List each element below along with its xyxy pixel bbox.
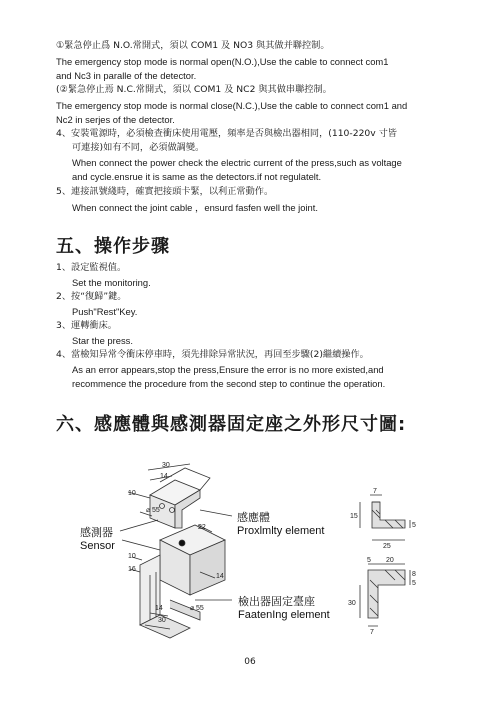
text-line: and cycle.ensrue it is same as the detectors.if not regulatelt. <box>72 171 322 182</box>
page-number: 06 <box>244 657 256 667</box>
dim-label: 14 <box>160 473 168 480</box>
dim-label: 10 <box>128 553 136 560</box>
dim-label: 5 <box>412 522 416 529</box>
dimension-drawing <box>0 440 500 645</box>
fasten-label-cn: 檢出器固定臺座 <box>238 596 315 608</box>
dim-label: 14 <box>216 573 224 580</box>
dim-label: 30 <box>158 617 166 624</box>
dim-label: 16 <box>128 566 136 573</box>
proximity-label-cn: 感應體 <box>237 512 270 524</box>
dim-label: 55 <box>152 507 160 514</box>
text-line: recommence the procedure from the second step to continue the operation. <box>72 378 386 389</box>
text-line: Nc2 in serjes of the detector. <box>56 114 175 125</box>
dim-label: 22 <box>198 524 206 531</box>
phi-label: ⌀ <box>190 605 195 612</box>
dim-label: 7 <box>373 488 377 495</box>
text-line: Star the press. <box>72 335 133 346</box>
text-line: The emergency stop mode is normal open(N.O.),Use the cable to connect com1 <box>56 56 389 67</box>
dim-label: 14 <box>155 605 163 612</box>
phi-label: ⌀ <box>146 507 151 514</box>
text-line: 2、按“復歸”鍵。 <box>56 291 127 302</box>
dim-label: 5 <box>367 557 371 564</box>
dim-label: 5 <box>412 580 416 587</box>
text-line: ①緊急停止爲 N.O.常開式，須以 COM1 及 NO3 與其做并聯控制。 <box>56 40 330 51</box>
dim-label: 25 <box>383 543 391 550</box>
text-line: 3、運轉衝床。 <box>56 320 117 331</box>
text-line: and Nc3 in paralle of the detector. <box>56 70 197 81</box>
dim-label: 30 <box>348 600 356 607</box>
fasten-label-en: FaatenIng element <box>238 609 330 621</box>
text-line: When connect the joint cable ，ensurd fasfen well the joint. <box>72 202 318 213</box>
section-heading: 六、感應體與感測器固定座之外形尺寸圖: <box>56 414 407 435</box>
text-line: 5、連接訊號綫時，確實把接頭卡緊，以利正常動作。 <box>56 186 274 197</box>
text-line: When connect the power check the electric current of the press,such as voltage <box>72 157 402 168</box>
sensor-label-cn: 感測器 <box>80 527 113 539</box>
text-line: (②緊急停止焉 N.C.常開式，須以 COM1 及 NC2 與其做串聯控制。 <box>56 84 332 95</box>
text-line: 4、當檢知异常令衝床停車時，須先排除异常狀況，再回至步驟(2)繼續操作。 <box>56 349 369 360</box>
text-line: As an error appears,stop the press,Ensure the error is no more existed,and <box>72 364 384 375</box>
text-line: 可連接)如有不同，必須做調變。 <box>72 142 205 153</box>
dim-label: 20 <box>386 557 394 564</box>
text-line: Set the monitoring. <box>72 277 151 288</box>
sensor-label-en: Sensor <box>80 540 115 552</box>
dim-label: 10 <box>128 490 136 497</box>
section-heading: 五、操作步骤 <box>56 236 170 257</box>
dim-label: 7 <box>370 629 374 636</box>
text-line: Push"Rest"Key. <box>72 306 138 317</box>
text-line: The emergency stop mode is normal close(N.C.),Use the cable to connect com1 and <box>56 100 408 111</box>
dim-label: 15 <box>350 513 358 520</box>
proximity-label-en: Proxlmlty element <box>237 525 325 537</box>
dim-label: 55 <box>196 605 204 612</box>
dim-label: 30 <box>162 462 170 469</box>
text-line: 1、設定監視值。 <box>56 262 127 273</box>
dim-label: 8 <box>412 571 416 578</box>
text-line: 4、安裝電源時，必須檢查衝床使用電壓，頻率是否與檢出器相同，(110-220v 寸皆 <box>56 128 397 139</box>
